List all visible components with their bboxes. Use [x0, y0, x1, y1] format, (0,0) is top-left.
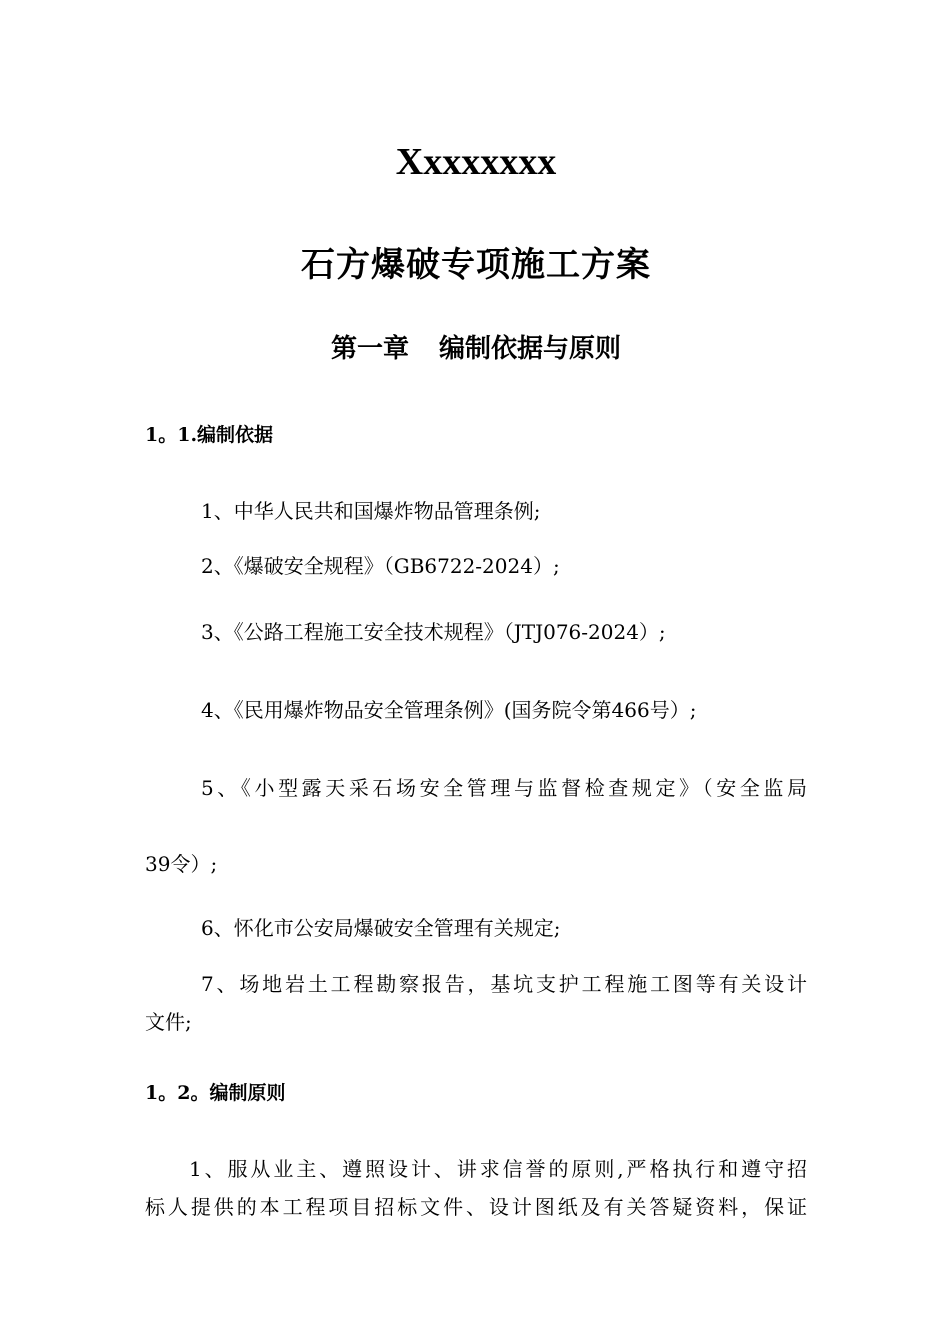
chapter-heading: [145, 331, 807, 367]
principle-item-1-continued: 标人提供的本工程项目招标文件、设计图纸及有关答疑资料，保证: [145, 1195, 807, 1219]
basis-item-5-continued: 39令）;: [145, 852, 218, 876]
section-heading-basis: 1。1.编制依据: [145, 424, 274, 446]
chapter-title: 编制依据与原则: [439, 334, 622, 364]
section-heading-principles: 1。2。编制原则: [145, 1082, 286, 1104]
basis-item-1: 1、中华人民共和国爆炸物品管理条例;: [201, 499, 541, 523]
basis-item-5: 5、《小型露天采石场安全管理与监督检查规定》（安全监局: [201, 776, 807, 800]
basis-item-7: 7、场地岩土工程勘察报告，基坑支护工程施工图等有关设计: [201, 972, 807, 996]
basis-item-7-continued: 文件;: [145, 1010, 192, 1034]
basis-item-3: 3、《公路工程施工安全技术规程》（JTJ076-2024）;: [201, 620, 666, 644]
chapter-number: 第一章: [330, 334, 409, 364]
document-title: Xxxxxxxx: [395, 141, 557, 183]
basis-item-2: 2、《爆破安全规程》（GB6722-2024）;: [201, 554, 560, 578]
basis-item-6: 6、怀化市公安局爆破安全管理有关规定;: [201, 916, 561, 940]
principle-item-1: 1、服从业主、遵照设计、讲求信誉的原则,严格执行和遵守招: [189, 1157, 807, 1181]
document-subtitle: 石方爆破专项施工方案: [301, 245, 651, 285]
basis-item-4: 4、《民用爆炸物品安全管理条例》(国务院令第466号）;: [201, 698, 697, 722]
